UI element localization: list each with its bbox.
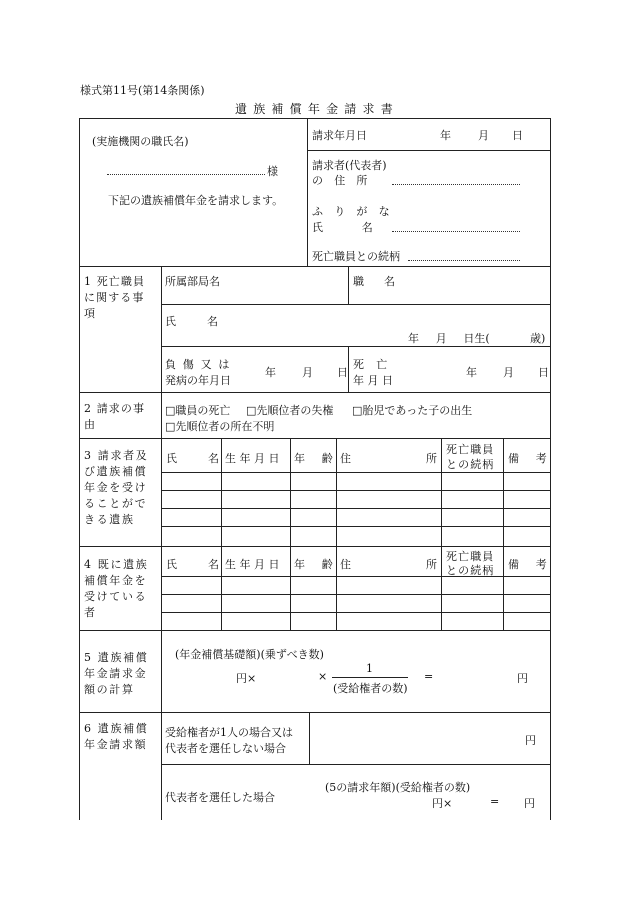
s4-col-name: 氏 名 [166, 558, 219, 571]
s1-injury-label-1: 負 傷 又 は [165, 358, 232, 371]
s3-col-name: 氏 名 [166, 452, 219, 465]
s6-case2: 代表者を選任した場合 [165, 791, 275, 804]
s6-case1-line2: 代表者を選任しない場合 [165, 742, 286, 755]
s2-option-forfeit[interactable]: □先順位者の失権 [246, 404, 334, 417]
s4-label: 4 既に遺族補償年金を受けている者 [84, 558, 149, 619]
s4-col-relation-1: 死亡職員 [446, 550, 495, 563]
s1-injury-month: 月 [302, 366, 313, 379]
date-day: 日 [512, 129, 523, 142]
request-text: 下記の遺族補償年金を請求します。 [108, 194, 284, 207]
s1-post-label: 職 名 [353, 275, 395, 288]
sama-label: 様 [267, 165, 278, 178]
s5-header: (年金補償基礎額)(乗ずべき数) [175, 648, 324, 661]
s6-case1-line1: 受給権者が1人の場合又は [165, 726, 293, 739]
claimant-label: 請求者(代表者) [312, 159, 387, 172]
s5-label: 5 遺族補償年金請求金額の計算 [84, 651, 149, 696]
s3-label: 3 請求者及び遺族補償年金を受けることができる遺族 [84, 449, 149, 526]
address-label: の 住 所 [312, 174, 372, 187]
s5-denominator: (受給権者の数) [333, 682, 408, 695]
s5-numerator: 1 [366, 662, 373, 675]
s4-col-age: 年 齢 [294, 558, 333, 571]
s4-col-address-l: 住 [340, 558, 351, 571]
furigana-label: ふ り が な [312, 205, 394, 218]
s1-death-year: 年 [466, 366, 477, 379]
name-label: 氏 名 [312, 221, 373, 234]
s6-formula: (5の請求年額)(受給権者の数) [325, 781, 471, 794]
s4-col-birth: 生 年 月 日 [225, 558, 280, 571]
date-month: 月 [478, 129, 489, 142]
s2-option-missing[interactable]: □先順位者の所在不明 [165, 420, 275, 433]
s3-col-relation-1: 死亡職員 [446, 443, 495, 456]
s6-label: 6 遺族補償年金請求額 [84, 722, 149, 751]
s1-death-day: 日 [538, 366, 549, 379]
s3-col-relation-2: との続柄 [446, 458, 495, 471]
s6-equals: = [490, 795, 500, 808]
s1-birth-label: 年 月 日生( [408, 332, 490, 345]
date-year: 年 [440, 129, 451, 142]
s1-injury-day: 日 [337, 366, 348, 379]
s1-death-month: 月 [503, 366, 514, 379]
s6-yen-times: 円× [432, 797, 453, 810]
s4-col-note: 備 考 [508, 558, 547, 571]
address-line[interactable] [392, 184, 520, 185]
s4-col-relation-2: との続柄 [446, 564, 495, 577]
s5-yen-times: 円× [236, 672, 257, 685]
s2-option-death[interactable]: □職員の死亡 [165, 404, 231, 417]
relation-line[interactable] [408, 260, 520, 261]
org-name-line[interactable] [107, 174, 265, 175]
s1-death-label-1: 死 亡 [353, 358, 392, 371]
s5-equals: = [424, 670, 434, 683]
s1-dept-label: 所属部局名 [165, 275, 220, 288]
s5-result-yen: 円 [517, 672, 528, 685]
s2-label: 2 請求の事由 [84, 402, 146, 431]
s3-col-age: 年 齢 [294, 452, 333, 465]
s3-col-address-r: 所 [426, 452, 437, 465]
s1-injury-year: 年 [265, 366, 276, 379]
s1-age-label: 歳) [530, 332, 546, 345]
name-line[interactable] [392, 231, 520, 232]
form-number: 様式第11号(第14条関係) [80, 84, 205, 97]
relation-label: 死亡職員との続柄 [312, 250, 400, 263]
s1-label: 1 死亡職員に関する事項 [84, 275, 146, 320]
s5-times: × [318, 670, 328, 683]
s4-col-address-r: 所 [426, 558, 437, 571]
s1-death-label-2: 年 月 日 [353, 374, 393, 387]
s1-name-label: 氏 名 [165, 315, 218, 328]
s3-col-birth: 生 年 月 日 [225, 452, 280, 465]
s6-result-yen: 円 [524, 797, 535, 810]
form-title: 遺 族 補 償 年 金 請 求 書 [235, 102, 394, 116]
s2-option-birth[interactable]: □胎児であった子の出生 [352, 404, 473, 417]
date-label: 請求年月日 [312, 129, 367, 142]
org-label: (実施機関の職氏名) [92, 135, 189, 148]
s3-col-note: 備 考 [508, 452, 547, 465]
s6-case1-yen: 円 [525, 734, 536, 747]
s1-injury-label-2: 発病の年月日 [165, 374, 231, 387]
s3-col-address-l: 住 [340, 452, 351, 465]
